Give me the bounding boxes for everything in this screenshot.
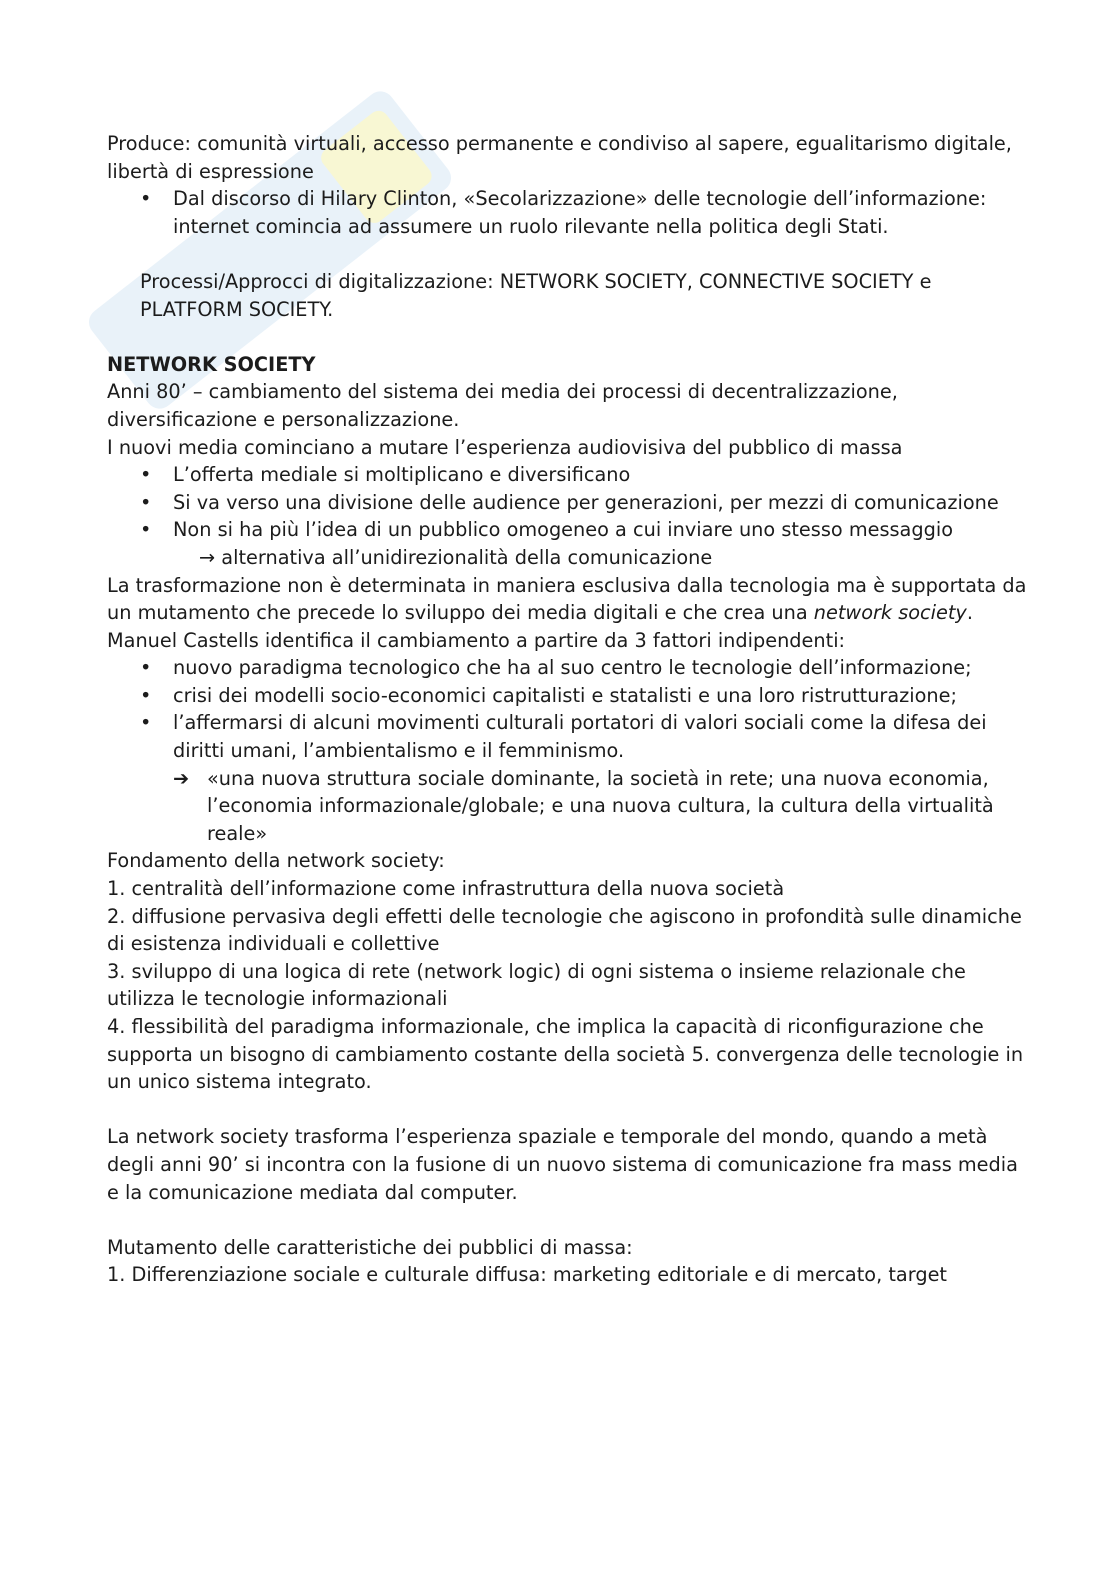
fondamento-item: 4. flessibilità del paradigma informazionale, che implica la capacità di riconfigurazione che supporta un bisogno di cambiamento costante della società 5. convergenza delle tecnologie in un unico sistema integrato. [107, 1015, 1024, 1094]
document-page [107, 130, 1027, 1289]
arrow-bullet-icon: ➔ [173, 766, 190, 790]
bullet-item: • Non si ha più l’idea di un pubblico omogeneo a cui inviare uno stesso messaggio [107, 516, 1027, 544]
paragraph-nuovi-media: I nuovi media cominciano a mutare l’esperienza audiovisiva del pubblico di massa [107, 435, 903, 459]
paragraph-differenziazione: 1. Differenziazione sociale e culturale diffusa: marketing editoriale e di mercato, target [107, 1263, 947, 1287]
factor-item: • crisi dei modelli socio-economici capitalisti e statalisti e una loro ristrutturazione; [107, 682, 1027, 710]
bullet-item: • L’offerta mediale si moltiplicano e diversificano [107, 461, 1027, 489]
intro-produce: Produce: comunità virtuali, accesso permanente e condiviso al sapere, egualitarismo digitale, libertà di espressione [107, 132, 1012, 183]
paragraph-castells: Manuel Castells identifica il cambiamento a partire da 3 fattori indipendenti: [107, 628, 846, 652]
section-heading: NETWORK SOCIETY [107, 352, 316, 376]
bullet-item: • Si va verso una divisione delle audience per generazioni, per mezzi di comunicazione [107, 489, 1027, 517]
factor-item: • l’affermarsi di alcuni movimenti culturali portatori di valori sociali come la difesa dei diritti umani, l’ambientalismo e il femminismo. [107, 709, 1027, 764]
network-society-term: network society [813, 601, 967, 625]
fondamento-heading: Fondamento della network society: [107, 849, 445, 873]
paragraph-trasforma: La network society trasforma l’esperienza spaziale e temporale del mondo, quando a metà degli anni 90’ si incontra con la fusione di un nuovo sistema di comunicazione fra mass media e la comunicazione mediata dal computer. [107, 1125, 1018, 1204]
bullet-clinton: • Dal discorso di Hilary Clinton, «Secolarizzazione» delle tecnologie dell’informazione: internet comincia ad assumere un ruolo rilevante nella politica degli Stati. [107, 185, 1027, 240]
castells-factors [107, 654, 1027, 764]
fondamento-item: 1. centralità dell’informazione come infrastruttura della nuova società [107, 877, 785, 901]
arrow-right-icon: → [199, 545, 216, 569]
paragraph-trasformazione: La trasformazione non è determinata in maniera esclusiva dalla tecnologia ma è supportata da un mutamento che precede lo sviluppo dei media digitali e che crea una network society. [107, 573, 1027, 625]
quote-list [107, 765, 1027, 848]
paragraph-mutamento: Mutamento delle caratteristiche dei pubblici di massa: [107, 1235, 633, 1259]
processi-text: Processi/Approcci di digitalizzazione: NETWORK SOCIETY, CONNECTIVE SOCIETY e PLATFORM SOCIETY. [140, 269, 932, 321]
intro-bullets [107, 185, 1027, 240]
castells-quote: ➔ «una nuova struttura sociale dominante, la società in rete; una nuova economia, l’economia informazionale/globale; e una nuova cultura, la cultura della virtualità reale» [173, 766, 994, 845]
paragraph-anni-80: Anni 80’ – cambiamento del sistema dei media dei processi di decentralizzazione, diversificazione e personalizzazione. [107, 380, 898, 431]
factor-item: • nuovo paradigma tecnologico che ha al suo centro le tecnologie dell’informazione; [107, 654, 1027, 682]
arrow-line [107, 544, 1027, 572]
media-bullets [107, 461, 1027, 544]
arrow-text: alternativa all’unidirezionalità della comunicazione [221, 545, 713, 569]
fondamento-item: 2. diffusione pervasiva degli effetti delle tecnologie che agiscono in profondità sulle dinamiche di esistenza individuali e collettive [107, 904, 1022, 956]
fondamento-item: 3. sviluppo di una logica di rete (network logic) di ogni sistema o insieme relazionale che utilizza le tecnologie informazionali [107, 959, 966, 1011]
